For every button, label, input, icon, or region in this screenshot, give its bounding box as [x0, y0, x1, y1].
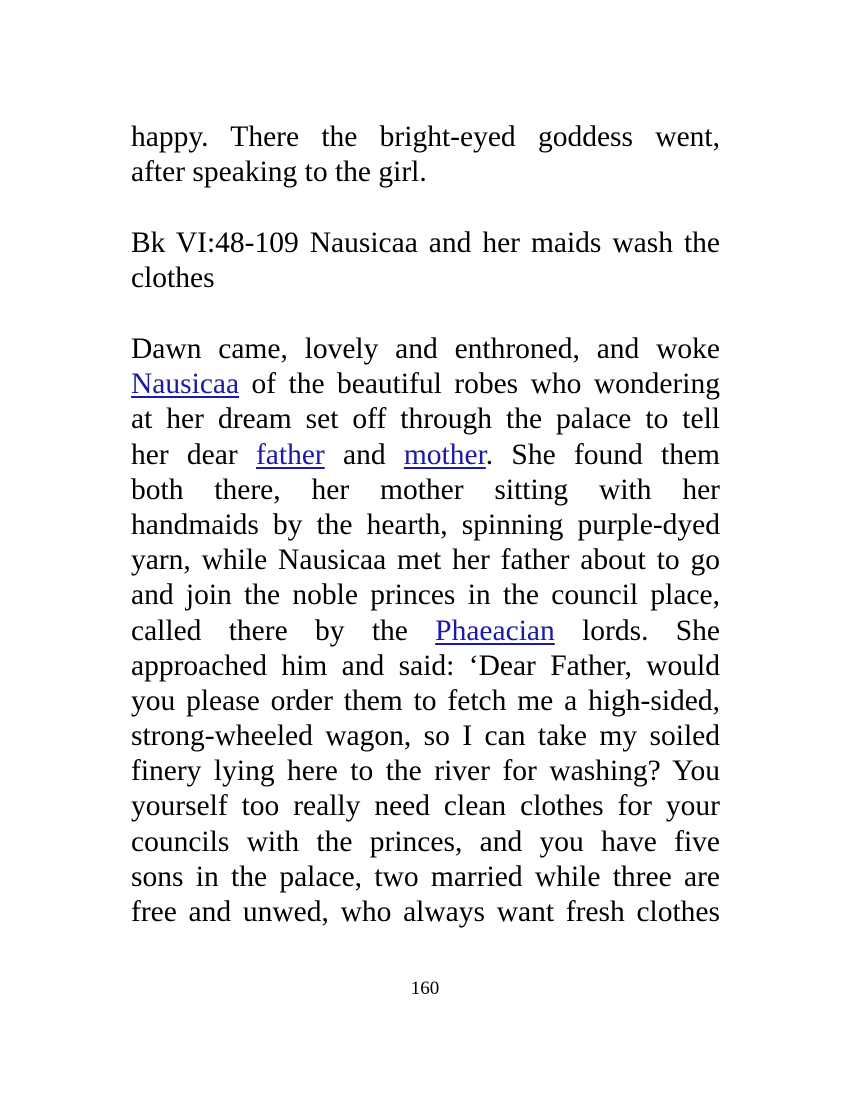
text-fragment: . She found them [485, 438, 721, 471]
text-line [131, 367, 720, 402]
text-fragment: called there by the [131, 614, 436, 647]
paragraph-continuation [131, 120, 720, 190]
text-line: approached him and said: ‘Dear Father, would [131, 649, 720, 682]
text-line: Dawn came, lovely and enthroned, and woke [131, 333, 720, 365]
link-father[interactable]: father [255, 438, 325, 471]
text-fragment: lords. She [554, 614, 720, 647]
text-line [131, 438, 720, 473]
text-line: sons in the palace, two married while three are [131, 860, 720, 893]
link-nausicaa[interactable]: Nausicaa [131, 368, 240, 401]
text-line: and join the noble princes in the council place, [131, 579, 720, 612]
text-line: councils with the princes, and you have five [131, 825, 720, 858]
text-line [131, 614, 720, 649]
text-line: at her dream set off through the palace to tell [131, 403, 720, 436]
text-fragment: and [324, 438, 404, 471]
page-number: 160 [410, 978, 440, 999]
text-line: you please order them to fetch me a high-sided, [131, 684, 720, 717]
text-line: finery lying here to the river for washing? You [131, 755, 720, 788]
link-phaeacian[interactable]: Phaeacian [435, 614, 555, 647]
text-line: yarn, while Nausicaa met her father about to go [131, 544, 720, 577]
heading-line: clothes [131, 262, 215, 295]
text-line: strong-wheeled wagon, so I can take my soiled [131, 720, 720, 753]
text-line: handmaids by the hearth, spinning purple-dyed [131, 508, 720, 541]
text-line: free and unwed, who always want fresh clothes [131, 896, 720, 928]
text-line: happy. There the bright-eyed goddess went, [131, 121, 720, 153]
link-mother[interactable]: mother [403, 438, 486, 471]
text-fragment: of the beautiful robes who wondering [239, 368, 720, 401]
text-fragment: her dear [131, 438, 256, 471]
main-paragraph [131, 332, 720, 930]
section-heading [131, 226, 720, 296]
heading-line: Bk VI:48-109 Nausicaa and her maids wash the [131, 227, 720, 259]
text-line: both there, her mother sitting with her [131, 473, 720, 506]
text-line: after speaking to the girl. [131, 156, 427, 189]
text-line: yourself too really need clean clothes for your [131, 790, 720, 823]
